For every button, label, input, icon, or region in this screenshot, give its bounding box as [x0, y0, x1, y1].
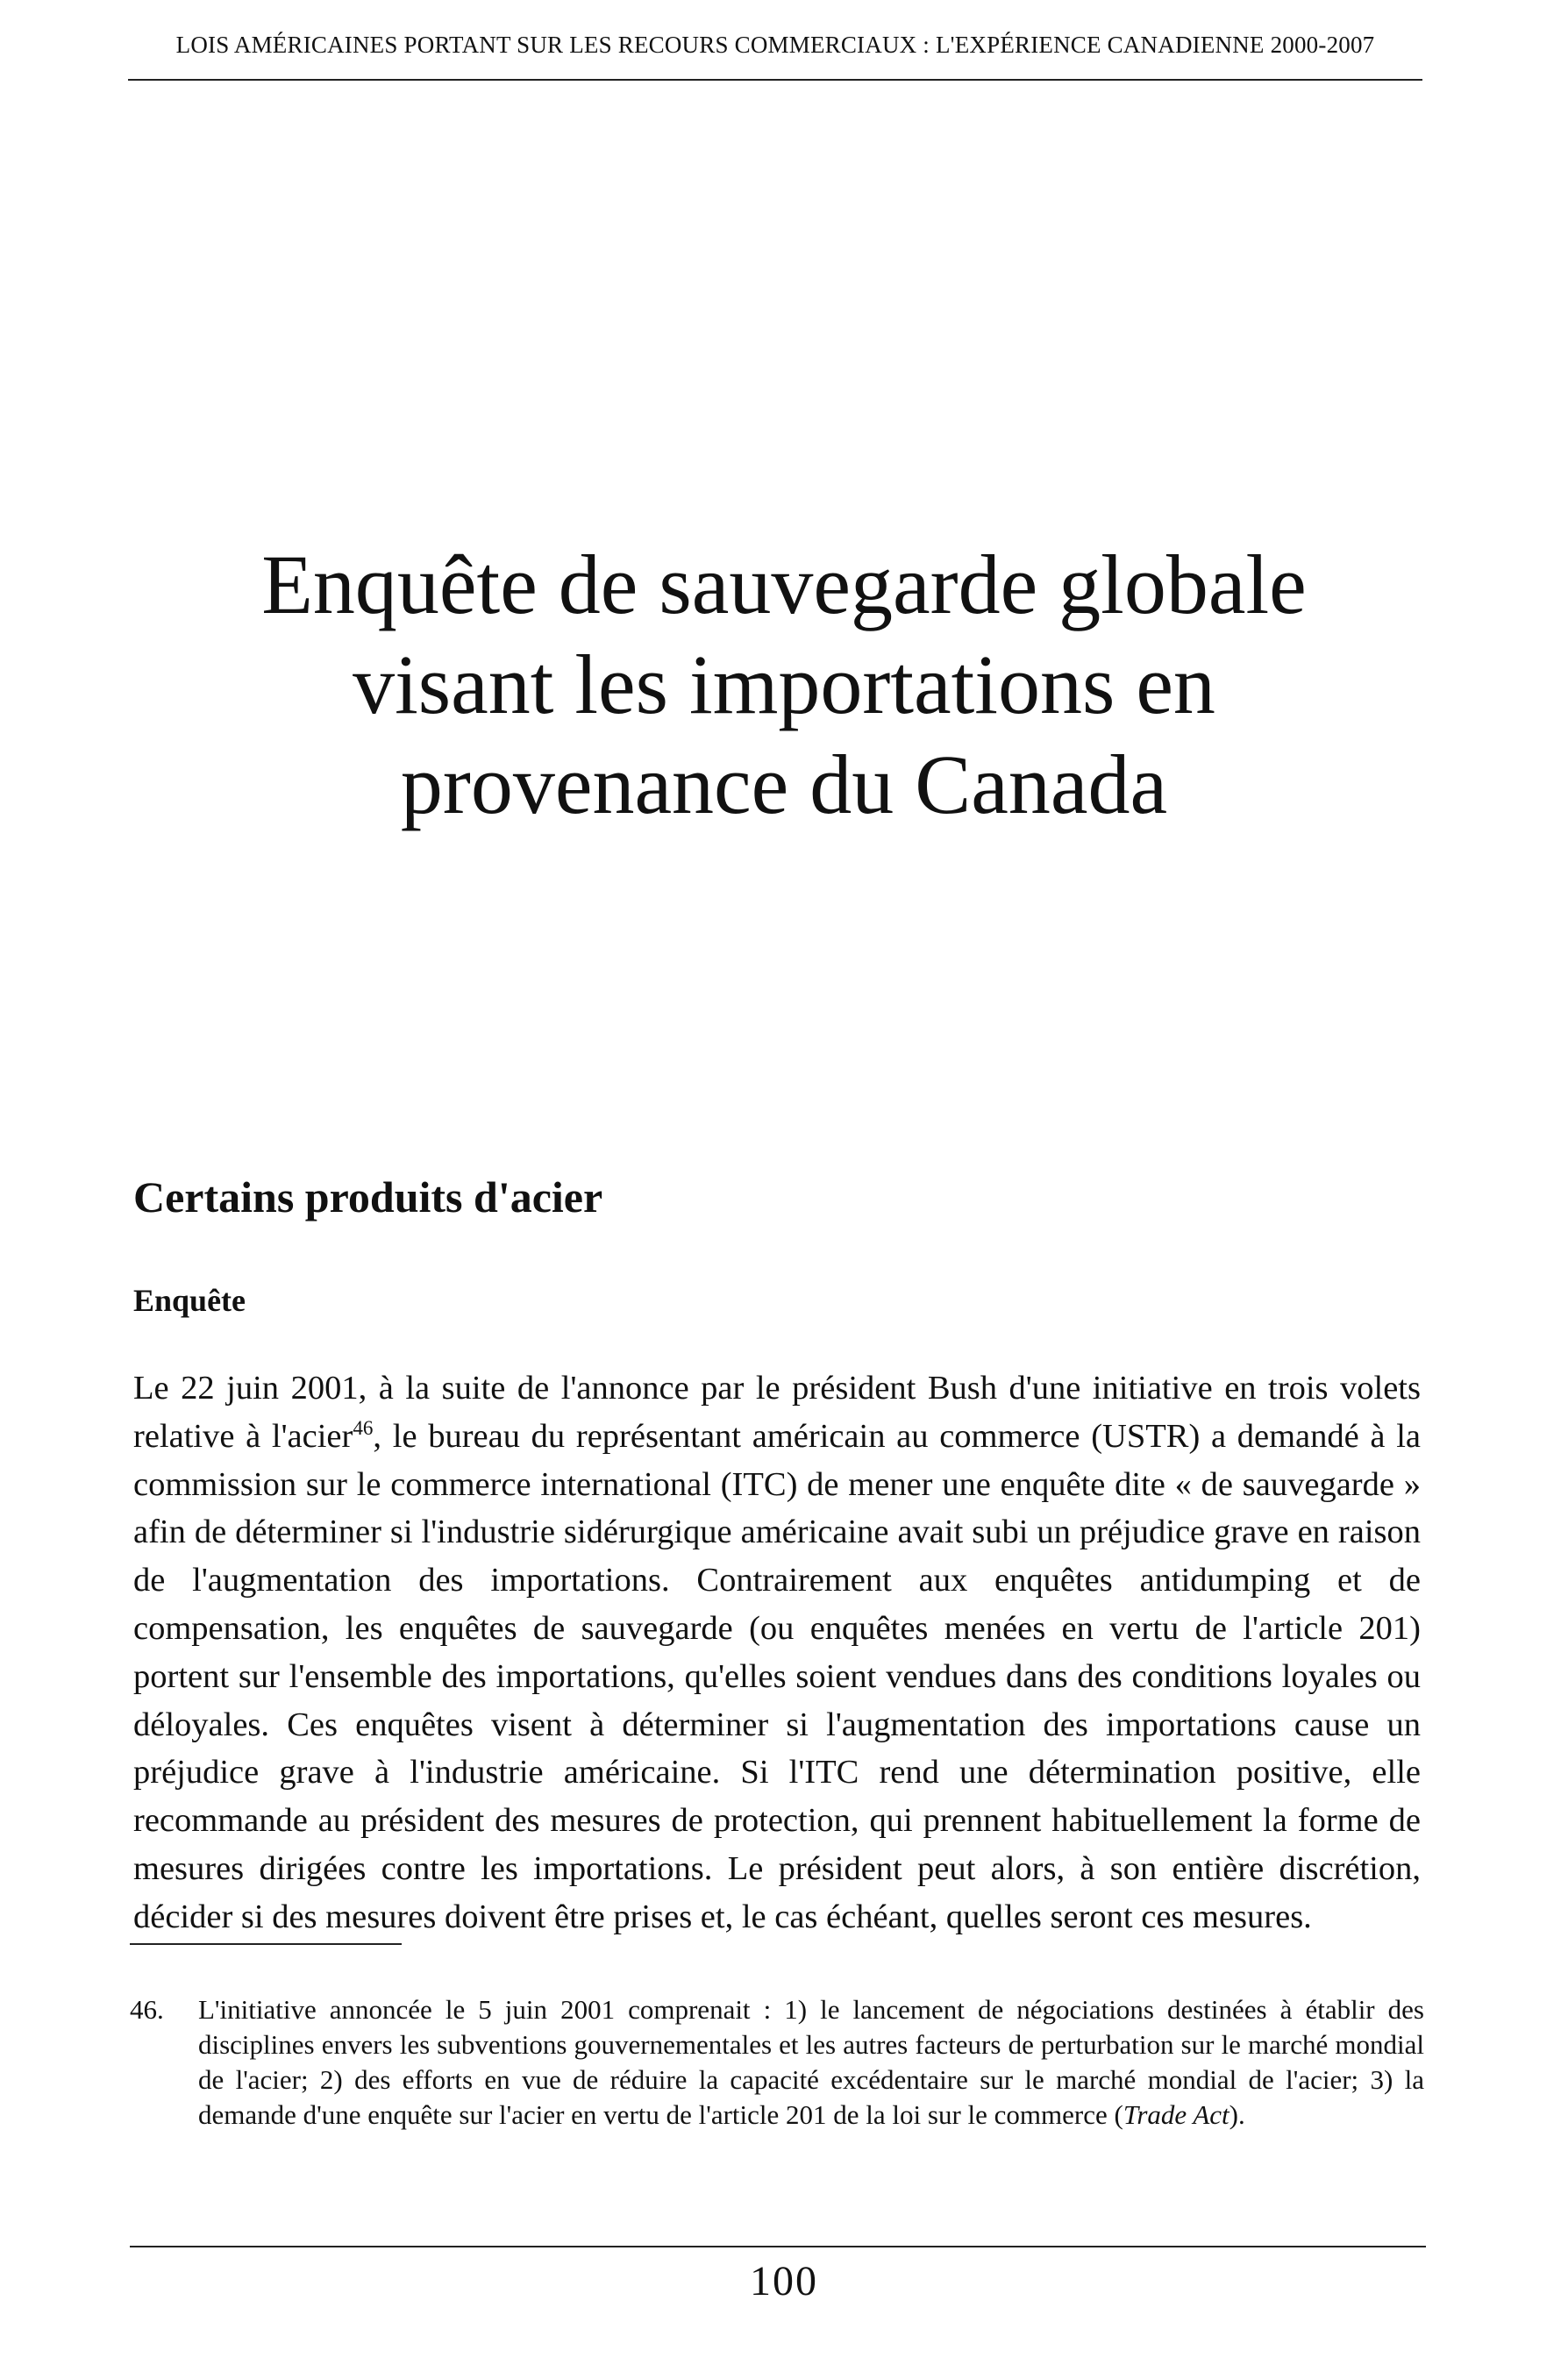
paragraph-text-after-ref: , le bureau du représentant américain au commerce (USTR) a demandé à la commission sur le commerce international (ITC) de mener une enquête dite « de sauvegarde » afin de déterminer si l'industrie sidérurgique américaine avait subi un préjudice grave en raison de l'augmentation des importations. Contrairement aux enquêtes antidumping et de compensation, les enquêtes de sauvegarde (ou enquêtes menées en vertu de l'article 201) portent sur l'ensemble des importations, qu'elles soient vendues dans des conditions loyales ou déloyales. Ces enquêtes visent à déterminer si l'augmentation des importations cause un préjudice grave à l'industrie américaine. Si l'ITC rend une détermination positive, elle recommande au président des mesures de protection, qui prennent habituellement la forme de mesures dirigées contre les importations. Le président peut alors, à son entière discrétion, décider si des mesures doivent être prises et, le cas échéant, quelles seront ces mesures. [133, 1417, 1421, 1935]
running-header: LOIS AMÉRICAINES PORTANT SUR LES RECOURS COMMERCIAUX : L'EXPÉRIENCE CANADIENNE 2000-2007 [175, 32, 1375, 58]
footnote-italic-title: Trade Act [1123, 2099, 1229, 2130]
header-rule [128, 79, 1422, 81]
section-heading: Certains produits d'acier [133, 1172, 603, 1222]
footer-rule [130, 2246, 1426, 2247]
paragraph-text-before-ref: Le 22 juin 2001, à la suite de l'annonce par le président Bush d'une initiative en trois volets relative à l'acier [133, 1370, 1421, 1455]
chapter-title-line-1: Enquête de sauvegarde globale [261, 538, 1307, 631]
page-number: 100 [750, 2258, 818, 2304]
footnote-number: 46. [130, 1994, 164, 2025]
body-paragraph [133, 1364, 1421, 1941]
footnote-text-before: L'initiative annoncée le 5 juin 2001 comprenait : 1) le lancement de négociations destinées à établir des disciplines envers les subventions gouvernementales et les autres facteurs de perturbation sur le marché mondial de l'acier; 2) des efforts en vue de réduire la capacité excédentaire sur le marché mondial de l'acier; 3) la demande d'une enquête sur l'acier en vertu de l'article 201 de la loi sur le commerce ( [198, 1994, 1424, 2130]
subsection-heading: Enquête [133, 1283, 246, 1318]
footnote [130, 1992, 1424, 2133]
footnote-reference: 46 [353, 1415, 374, 1439]
chapter-title-line-3: provenance du Canada [400, 737, 1168, 831]
footnote-text-after: ). [1229, 2099, 1245, 2130]
chapter-title-line-2: visant les importations en [353, 637, 1215, 731]
chapter-title [132, 535, 1436, 835]
footnote-text [198, 1992, 1424, 2133]
footnote-rule [130, 1943, 402, 1945]
